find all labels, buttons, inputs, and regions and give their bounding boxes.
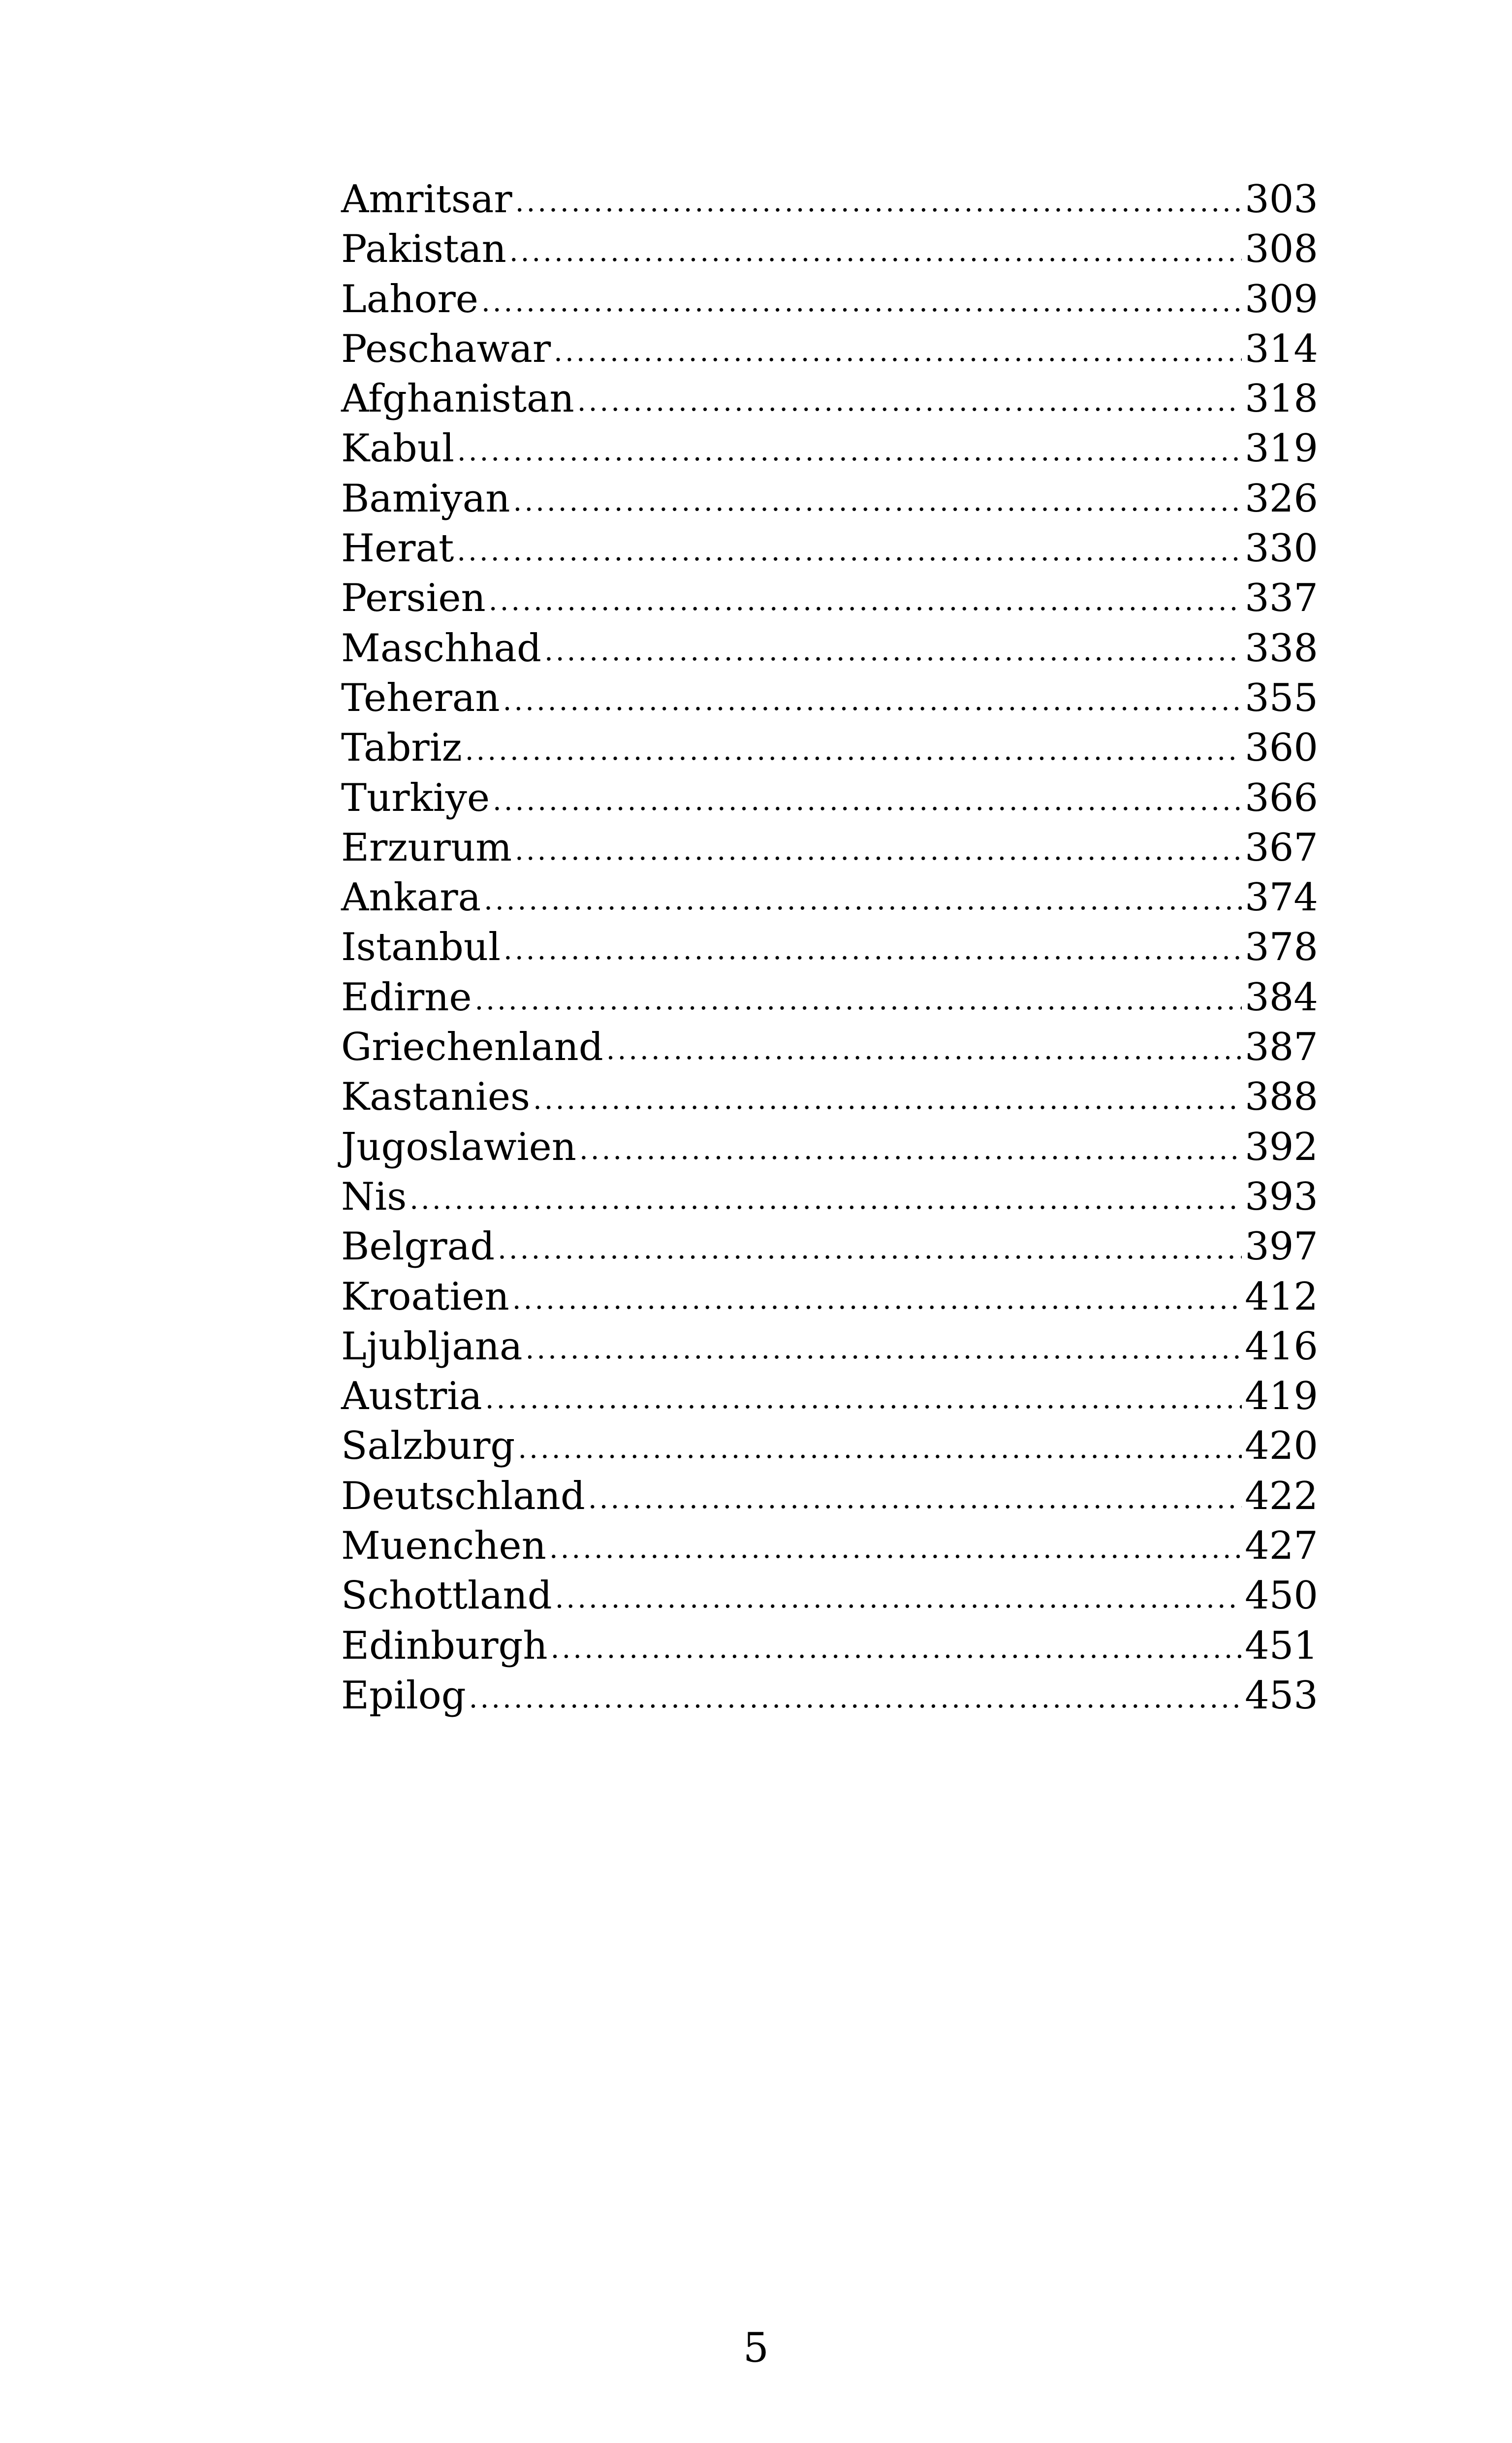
toc-entry-title: Maschhad [341, 626, 541, 671]
toc-entry-page: 388 [1245, 1075, 1318, 1120]
dot-leader [493, 776, 1242, 826]
toc-entry-title: Griechenland [341, 1025, 603, 1070]
table-of-contents [341, 175, 1318, 1721]
toc-entry-page: 450 [1245, 1574, 1318, 1618]
toc-entry [341, 1472, 1318, 1521]
dot-leader [544, 626, 1242, 676]
toc-entry-page: 355 [1245, 675, 1318, 720]
dot-leader [555, 1574, 1242, 1623]
toc-entry [341, 474, 1318, 524]
toc-entry-title: Istanbul [341, 925, 501, 970]
toc-entry-title: Nis [341, 1174, 407, 1219]
toc-entry-title: Erzurum [341, 825, 512, 870]
toc-entry-page: 397 [1245, 1224, 1318, 1269]
toc-entry-page: 419 [1245, 1374, 1318, 1419]
toc-entry-title: Herat [341, 526, 454, 571]
toc-entry [341, 624, 1318, 674]
dot-leader [484, 875, 1242, 925]
toc-entry-page: 393 [1245, 1174, 1318, 1219]
toc-entry [341, 1123, 1318, 1172]
toc-entry-title: Bamiyan [341, 476, 510, 521]
dot-leader [551, 1624, 1242, 1673]
toc-entry [341, 923, 1318, 972]
toc-entry-page: 392 [1245, 1125, 1318, 1169]
toc-entry [341, 1322, 1318, 1372]
toc-entry [341, 1222, 1318, 1272]
toc-entry-title: Amritsar [341, 177, 512, 222]
toc-entry [341, 823, 1318, 873]
toc-entry [341, 574, 1318, 623]
toc-entry-page: 378 [1245, 925, 1318, 970]
dot-leader [457, 426, 1242, 476]
toc-entry-page: 387 [1245, 1025, 1318, 1070]
dot-leader [588, 1474, 1242, 1524]
dot-leader [469, 1673, 1242, 1723]
toc-entry [341, 275, 1318, 324]
toc-entry-title: Salzburg [341, 1424, 515, 1469]
toc-entry-title: Lahore [341, 277, 478, 321]
toc-entry [341, 1372, 1318, 1421]
dot-leader [606, 1025, 1242, 1075]
toc-entry [341, 1272, 1318, 1322]
toc-entry [341, 973, 1318, 1023]
dot-leader [475, 975, 1242, 1025]
toc-entry-title: Pakistan [341, 227, 506, 272]
toc-entry-title: Tabriz [341, 726, 462, 771]
toc-entry-page: 314 [1245, 326, 1318, 371]
toc-entry-title: Kabul [341, 426, 454, 471]
dot-leader [518, 1424, 1242, 1474]
toc-entry [341, 1571, 1318, 1621]
toc-entry-page: 303 [1245, 177, 1318, 222]
dot-leader [481, 277, 1242, 327]
toc-entry [341, 1072, 1318, 1122]
dot-leader [498, 1224, 1242, 1274]
toc-entry [341, 374, 1318, 424]
toc-entry-title: Ljubljana [341, 1324, 523, 1369]
toc-entry [341, 424, 1318, 474]
toc-entry [341, 524, 1318, 574]
toc-entry-title: Edirne [341, 975, 472, 1020]
toc-entry-title: Belgrad [341, 1224, 495, 1269]
dot-leader [579, 1125, 1242, 1175]
toc-entry-title: Persien [341, 576, 486, 621]
toc-entry-page: 326 [1245, 476, 1318, 521]
toc-entry-title: Schottland [341, 1574, 552, 1618]
toc-entry-page: 412 [1245, 1274, 1318, 1319]
dot-leader [410, 1175, 1242, 1224]
toc-entry-page: 374 [1245, 875, 1318, 920]
dot-leader [513, 477, 1242, 526]
toc-entry-page: 453 [1245, 1673, 1318, 1718]
toc-entry [341, 723, 1318, 773]
toc-entry-page: 366 [1245, 775, 1318, 820]
dot-leader [503, 676, 1242, 726]
dot-leader [515, 826, 1242, 875]
toc-entry-page: 319 [1245, 426, 1318, 471]
toc-entry-title: Jugoslawien [341, 1125, 576, 1169]
toc-entry-page: 451 [1245, 1623, 1318, 1668]
toc-entry-title: Deutschland [341, 1474, 585, 1518]
toc-entry-title: Muenchen [341, 1524, 546, 1569]
toc-entry [341, 1172, 1318, 1222]
dot-leader [577, 377, 1242, 426]
dot-leader [515, 177, 1242, 227]
toc-entry-title: Epilog [341, 1673, 466, 1718]
toc-entry [341, 773, 1318, 823]
dot-leader [509, 227, 1242, 277]
toc-entry-page: 416 [1245, 1324, 1318, 1369]
toc-entry-title: Teheran [341, 675, 500, 720]
dot-leader [504, 925, 1242, 975]
dot-leader [457, 526, 1242, 576]
toc-entry-page: 384 [1245, 975, 1318, 1020]
dot-leader [512, 1275, 1242, 1324]
toc-entry-page: 308 [1245, 227, 1318, 272]
toc-entry-page: 422 [1245, 1474, 1318, 1518]
dot-leader [554, 327, 1242, 377]
toc-entry [341, 873, 1318, 923]
page-number: 5 [743, 2325, 769, 2372]
toc-entry-title: Edinburgh [341, 1623, 548, 1668]
toc-entry-page: 318 [1245, 377, 1318, 421]
toc-entry-page: 309 [1245, 277, 1318, 321]
dot-leader [465, 726, 1242, 775]
dot-leader [485, 1374, 1242, 1424]
toc-entry [341, 1671, 1318, 1721]
toc-entry-title: Kroatien [341, 1274, 509, 1319]
dot-leader [549, 1524, 1242, 1574]
toc-entry-page: 420 [1245, 1424, 1318, 1469]
toc-entry-page: 360 [1245, 726, 1318, 771]
dot-leader [533, 1075, 1242, 1125]
toc-entry [341, 1621, 1318, 1671]
toc-entry-page: 337 [1245, 576, 1318, 621]
toc-entry [341, 324, 1318, 374]
toc-entry-page: 338 [1245, 626, 1318, 671]
dot-leader [489, 576, 1242, 626]
toc-entry [341, 674, 1318, 723]
toc-entry [341, 175, 1318, 225]
toc-entry-title: Peschawar [341, 326, 551, 371]
toc-entry-page: 427 [1245, 1524, 1318, 1569]
toc-entry-page: 330 [1245, 526, 1318, 571]
toc-entry-title: Afghanistan [341, 377, 574, 421]
toc-entry-page: 367 [1245, 825, 1318, 870]
dot-leader [526, 1324, 1242, 1374]
toc-entry [341, 225, 1318, 274]
toc-entry-title: Austria [341, 1374, 482, 1419]
toc-entry-title: Ankara [341, 875, 481, 920]
toc-entry-title: Turkiye [341, 775, 490, 820]
toc-entry [341, 1023, 1318, 1072]
toc-entry-title: Kastanies [341, 1075, 531, 1120]
toc-entry [341, 1521, 1318, 1571]
toc-entry [341, 1421, 1318, 1471]
